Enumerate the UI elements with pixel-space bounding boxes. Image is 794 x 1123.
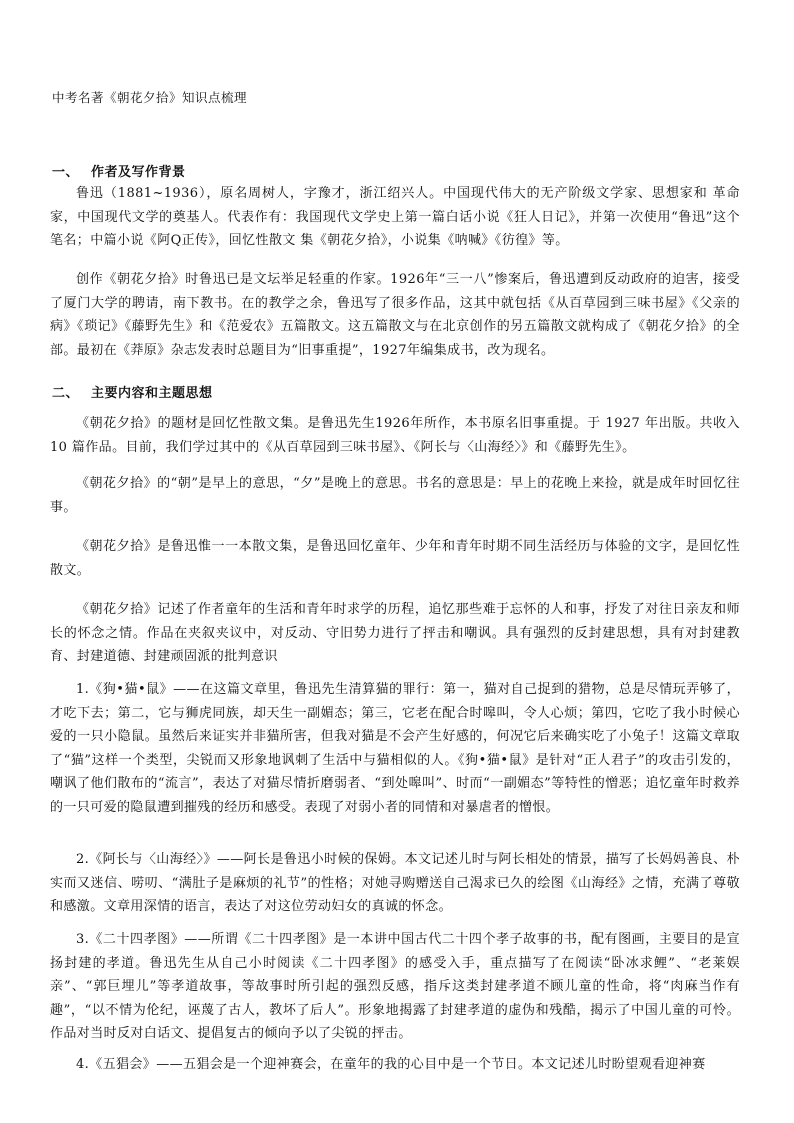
paragraph-theme: 《朝花夕拾》记述了作者童年的生活和青年时求学的历程，追忆那些难于忘怀的人和事，抒发了对往日亲友和师长的怀念之情。作品在夹叙夹议中，对反动、守旧势力进行了抨击和嘲讽。具有强烈的反封建思想，具有对封建教育、封建道德、封建顽固派的批判意识 — [50, 602, 740, 664]
section-number: 一、 — [52, 165, 80, 180]
paragraph-genre: 《朝花夕拾》的题材是回忆性散文集。是鲁迅先生1926年所作，本书原名旧事重提。于 1927 年出版。共收入 10 篇作品。目前，我们学过其中的《从百草园到三味书屋》、《阿长与〈山海经〉》和《藤野先生》。 — [50, 416, 740, 455]
paragraph-24-filial: 3.《二十四孝图》——所谓《二十四孝图》是一本讲中国古代二十四个孝子故事的书，配有图画，主要目的是宣扬封建的孝道。鲁迅先生从自己小时阅读《二十四孝图》的感受入手，重点描写了在阅读“卧冰求鲤”、“老莱娱亲”、“郭巨埋儿”等孝道故事，等故事时所引起的强烈反感，指斥这类封建孝道不顾儿童的性命，将“肉麻当作有趣”，“以不情为伦纪，诬蔑了古人，教坏了后人”。形象地揭露了封建孝道的虚伪和残酷，揭示了中国儿童的可怜。作品对当时反对白话文、提倡复古的倾向予以了尖锐的抨击。 — [50, 932, 740, 1041]
section-heading-1 — [52, 161, 186, 180]
document-title: 中考名著《朝花夕拾》知识点梳理 — [52, 90, 248, 105]
paragraph-dog-cat-mouse: 1.《狗•猫•鼠》——在这篇文章里，鲁迅先生清算猫的罪行：第一，猫对自己捉到的猎物，总是尽情玩弄够了，才吃下去；第二，它与狮虎同族，却天生一副媚态；第三，它老在配合时嗥叫，令人心烦；第四，它吃了我小时候心爱的一只小隐鼠。虽然后来证实并非猫所害，但我对猫是不会产生好感的，何况它后来确实吃了小兔子！这篇文章取了“猫”这样一个类型，尖锐而又形象地讽刺了生活中与猫相似的人。《狗•猫•鼠》是针对“正人君子”的攻击引发的，嘲讽了他们散布的“流言”，表达了对猫尽情折磨弱者、“到处嗥叫”、时而“一副媚态”等特性的憎恶；追忆童年时救养的一只可爱的隐鼠遭到摧残的经历和感受。表现了对弱小者的同情和对暴虐者的憎恨。 — [50, 682, 740, 815]
paragraph-a-chang: 2.《阿长与〈山海经〉》——阿长是鲁迅小时候的保姆。本文记述儿时与阿长相处的情景，描写了长妈妈善良、朴实而又迷信、唠叨、“满肚子是麻烦的礼节”的性格；对她寻购赠送自己渴求已久的绘图《山海经》之情，充满了尊敬和感激。文章用深情的语言，表达了对这位劳动妇女的真诚的怀念。 — [50, 852, 740, 914]
paragraph-writing-background: 创作《朝花夕拾》时鲁迅已是文坛举足轻重的作家。1926年“三一八”惨案后，鲁迅遭到反动政府的迫害，接受了厦门大学的聘请，南下教书。在的教学之余，鲁迅写了很多作品，这其中就包括《从百草园到三味书屋》《父亲的病》《琐记》《藤野先生》和《范爱农》五篇散文。这五篇散文与在北京创作的另五篇散文就构成了《朝花夕拾》的全部。最初在《莽原》杂志发表时总题目为“旧事重提”，1927年编集成书，改为现名。 — [50, 272, 740, 358]
paragraph-author-intro: 鲁迅（1881~1936），原名周树人，字豫才，浙江绍兴人。中国现代伟大的无产阶级文学家、思想家和 革命家，中国现代文学的奠基人。代表作有：我国现代文学史上第一篇白话小说《狂人日记》，并第一次使用“鲁迅”这个笔名；中篇小说《阿Q正传》，回忆性散文 集《朝花夕拾》，小说集《呐喊》《彷徨》等。 — [50, 186, 740, 248]
paragraph-wuchang-fair: 4.《五猖会》——五猖会是一个迎神赛会，在童年的我的心目中是一个节日。本文记述儿时盼望观看迎神赛 — [76, 1057, 706, 1072]
paragraph-title-meaning: 《朝花夕拾》的“朝”是早上的意思，“夕”是晚上的意思。书名的意思是：早上的花晚上来捡，就是成年时回忆往事。 — [50, 476, 740, 515]
paragraph-only-prose-collection: 《朝花夕拾》是鲁迅惟一一本散文集，是鲁迅回忆童年、少年和青年时期不同生活经历与体验的文字，是回忆性散文。 — [50, 539, 740, 578]
section-heading-text: 主要内容和主题思想 — [91, 386, 213, 401]
section-number: 二、 — [52, 386, 80, 401]
section-heading-2 — [52, 382, 213, 401]
section-heading-text: 作者及写作背景 — [91, 165, 186, 180]
